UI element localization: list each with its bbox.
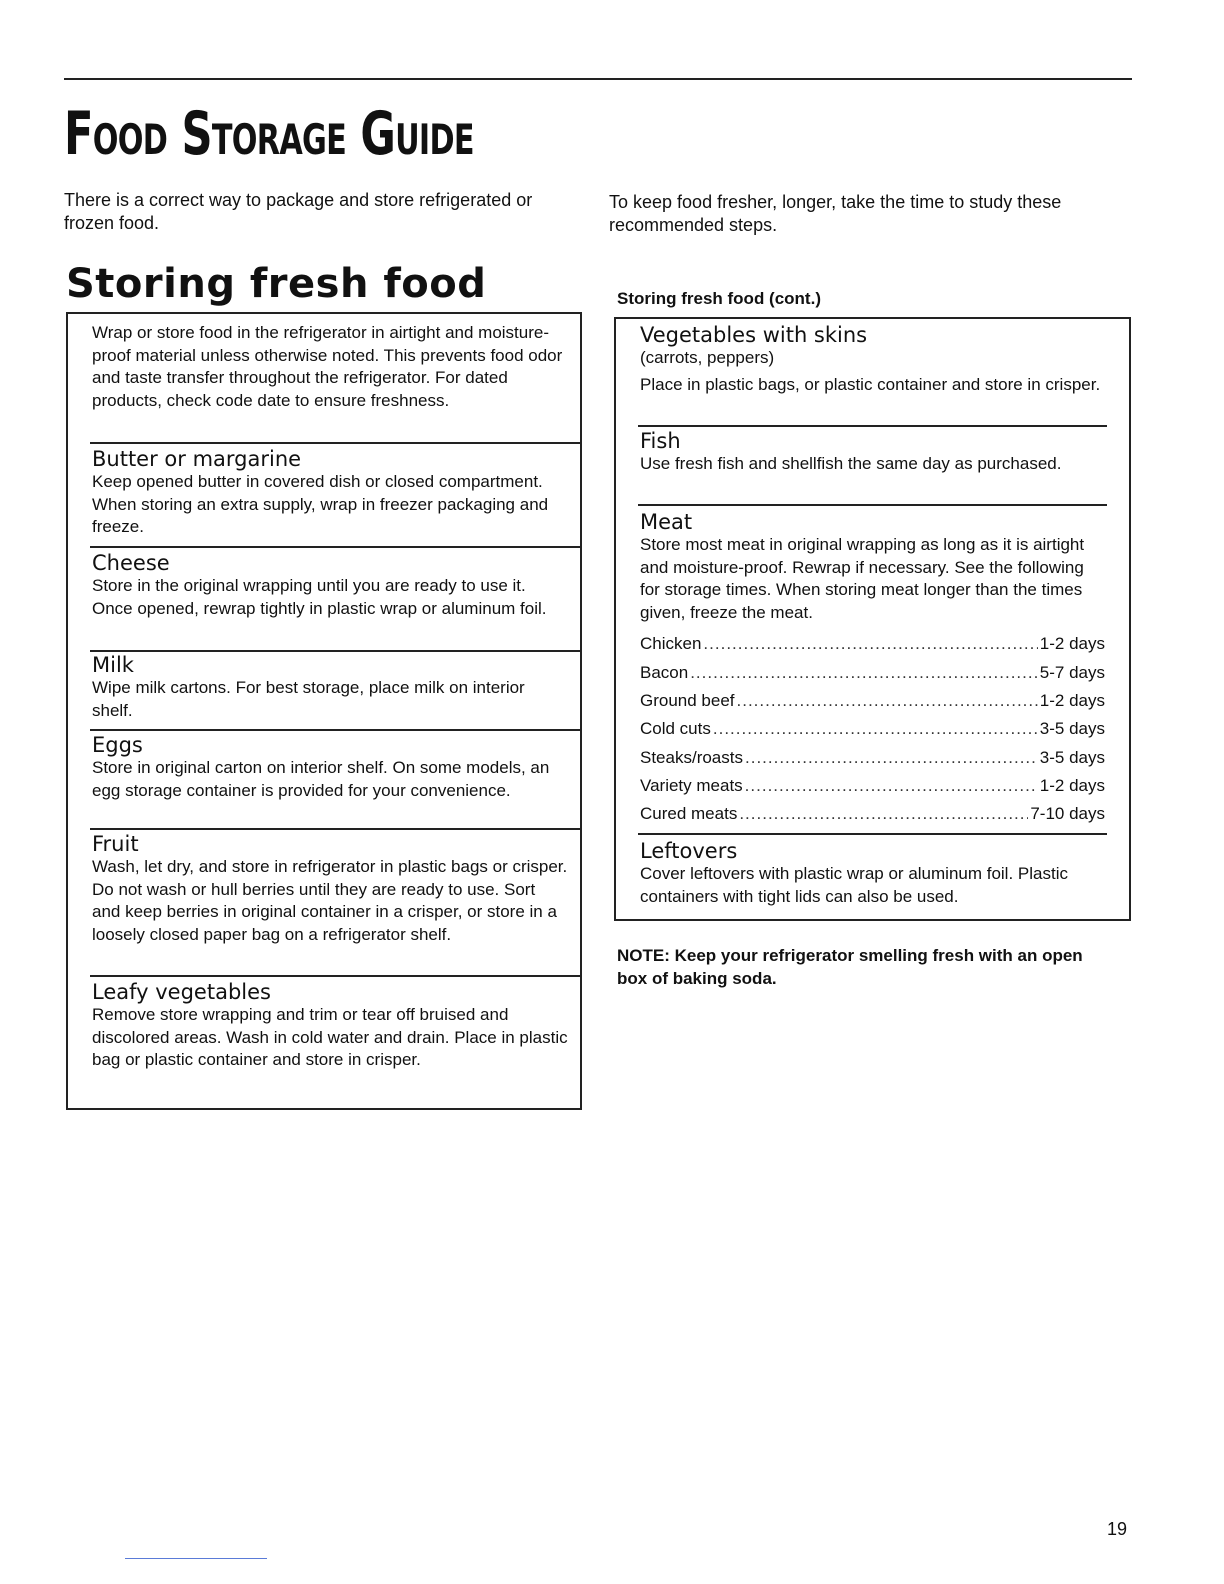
continued-label: Storing fresh food (cont.): [617, 289, 821, 308]
section-title: Storing fresh food: [66, 261, 487, 307]
right-storage-box: [614, 317, 1131, 921]
butter-block: [92, 447, 568, 539]
intro-left: There is a correct way to package and store refrigerated or frozen food.: [64, 190, 533, 233]
meat-name: Cold cuts: [640, 719, 711, 739]
meat-duration: 3-5 days: [1039, 719, 1105, 739]
meat-time-row: [640, 744, 1105, 772]
dot-leader: [739, 800, 1028, 828]
meat-name: Cured meats: [640, 804, 738, 824]
dot-leader: [737, 687, 1038, 715]
meat-time-row: [640, 687, 1105, 715]
meat-name: Steaks/roasts: [640, 747, 743, 767]
meat-text: Store most meat in original wrapping as long as it is airtight and moisture-proof. Rewrap if necessary. See the following for storage times. When storing meat longer than the times given, freeze the meat.: [640, 535, 1085, 622]
page-number: 19: [1107, 1519, 1128, 1539]
meat-heading: Meat: [640, 510, 693, 534]
intro-block: [92, 322, 568, 412]
milk-heading: Milk: [92, 653, 134, 677]
divider: [90, 650, 582, 652]
vegetables-text: Place in plastic bags, or plastic container and store in crisper.: [640, 375, 1101, 394]
meat-duration: 7-10 days: [1030, 804, 1105, 824]
eggs-text: Store in original carton on interior shelf. On some models, an egg storage container is provided for your convenience.: [92, 758, 550, 800]
meat-name: Chicken: [640, 634, 702, 654]
footer-rule: [125, 1558, 267, 1559]
meat-duration: 5-7 days: [1039, 662, 1105, 682]
divider: [638, 425, 1107, 427]
divider: [90, 729, 582, 731]
fish-text: Use fresh fish and shellfish the same day as purchased.: [640, 454, 1062, 473]
butter-text: Keep opened butter in covered dish or closed compartment. When storing an extra supply, wrap in freezer packaging and freeze.: [92, 472, 549, 537]
meat-time-row: [640, 715, 1105, 743]
meat-name: Bacon: [640, 662, 689, 682]
leafy-block: [92, 980, 568, 1072]
divider: [90, 828, 582, 830]
divider: [638, 833, 1107, 835]
vegetables-examples: (carrots, peppers): [640, 348, 775, 367]
intro-text: Wrap or store food in the refrigerator in airtight and moisture-proof material unless otherwise noted. This prevents food odor and taste transfer throughout the refrigerator. For dated products, check code date to ensure freshness.: [92, 323, 563, 410]
dot-leader: [745, 772, 1038, 800]
eggs-heading: Eggs: [92, 733, 143, 757]
intro-right: To keep food fresher, longer, take the time to study these recommended steps.: [609, 192, 1062, 235]
cheese-block: [92, 551, 568, 620]
cheese-heading: Cheese: [92, 551, 170, 575]
meat-time-row: [640, 630, 1105, 658]
dot-leader: [690, 659, 1038, 687]
cheese-text: Store in the original wrapping until you are ready to use it. Once opened, rewrap tightly in plastic wrap or aluminum foil.: [92, 576, 547, 618]
divider: [90, 975, 582, 977]
dot-leader: [703, 630, 1037, 658]
meat-time-row: [640, 800, 1105, 828]
meat-duration: 1-2 days: [1039, 690, 1105, 710]
fruit-text: Wash, let dry, and store in refrigerator in plastic bags or crisper. Do not wash or hull berries until they are ready to use. Sort and keep berries in original container in a crisper, or store in a loosely closed paper bag on a refrigerator shelf.: [92, 857, 568, 944]
meat-times-list: [640, 630, 1105, 828]
divider: [90, 546, 582, 548]
milk-block: [92, 653, 568, 722]
vegetables-block: [640, 323, 1105, 397]
fruit-heading: Fruit: [92, 832, 139, 856]
leftovers-text: Cover leftovers with plastic wrap or aluminum foil. Plastic containers with tight lids can also be used.: [640, 864, 1068, 906]
butter-heading: Butter or margarine: [92, 447, 302, 471]
leafy-text: Remove store wrapping and trim or tear off bruised and discolored areas. Wash in cold water and drain. Place in plastic bag or plastic container and store in crisper.: [92, 1005, 568, 1070]
dot-leader: [745, 744, 1038, 772]
dot-leader: [713, 715, 1038, 743]
page-title: Food Storage Guide: [64, 99, 474, 169]
milk-text: Wipe milk cartons. For best storage, place milk on interior shelf.: [92, 678, 525, 720]
meat-name: Ground beef: [640, 690, 735, 710]
meat-duration: 3-5 days: [1039, 747, 1105, 767]
fish-heading: Fish: [640, 429, 681, 453]
meat-name: Variety meats: [640, 775, 743, 795]
leafy-heading: Leafy vegetables: [92, 980, 271, 1004]
meat-block: [640, 510, 1105, 828]
left-storage-box: [66, 312, 582, 1110]
eggs-block: [92, 733, 568, 802]
divider: [90, 442, 582, 444]
fish-block: [640, 429, 1105, 476]
vegetables-heading: Vegetables with skins: [640, 323, 868, 347]
meat-time-row: [640, 772, 1105, 800]
fruit-block: [92, 832, 568, 946]
leftovers-block: [640, 839, 1105, 908]
leftovers-heading: Leftovers: [640, 839, 738, 863]
note-text: NOTE: Keep your refrigerator smelling fresh with an open box of baking soda.: [617, 946, 1083, 988]
meat-time-row: [640, 659, 1105, 687]
divider: [638, 504, 1107, 506]
top-rule: [64, 78, 1132, 80]
meat-duration: 1-2 days: [1039, 775, 1105, 795]
meat-duration: 1-2 days: [1039, 634, 1105, 654]
